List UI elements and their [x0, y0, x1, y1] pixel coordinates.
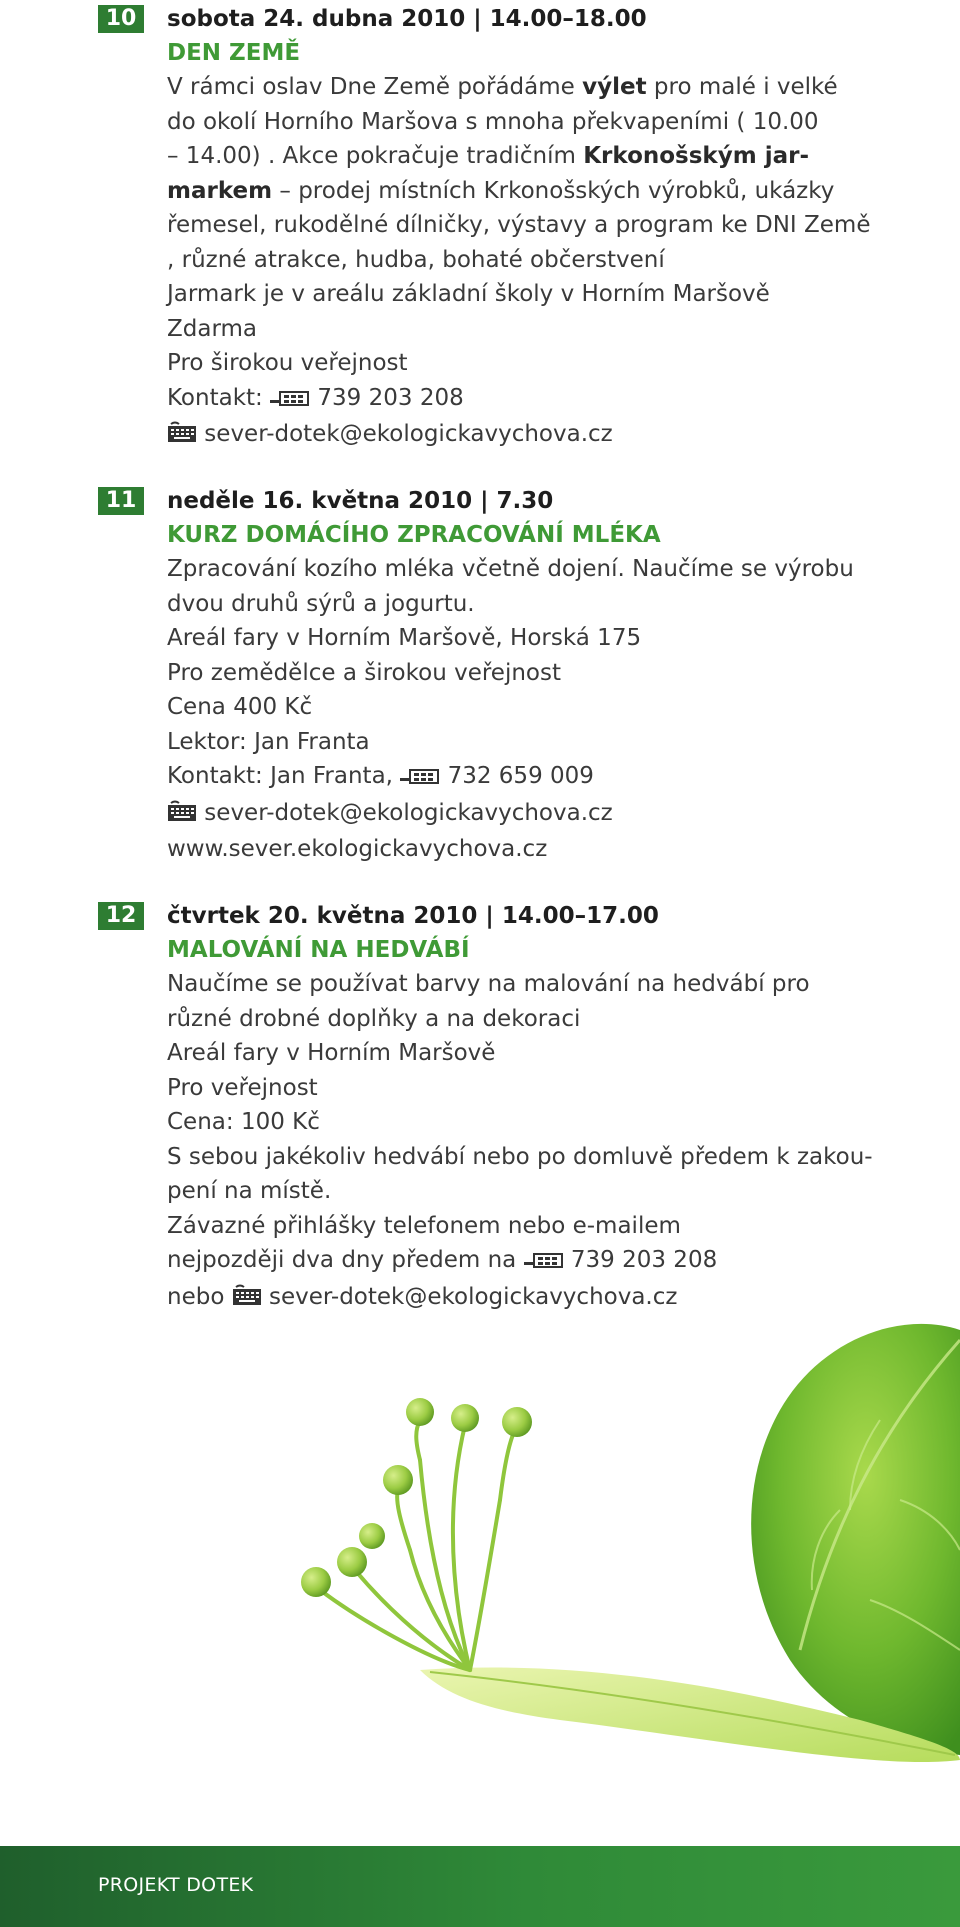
event-text-line: – 14.00) . Akce pokračuje tradičním Krkonošským jar-	[167, 143, 809, 169]
event-email: nebo sever-dotek@ekologickavychova.cz	[167, 1280, 867, 1317]
linden-leaf-illustration	[0, 1300, 960, 1846]
email-address[interactable]: sever-dotek@ekologickavychova.cz	[197, 799, 613, 826]
event-text-line: S sebou jakékoliv hedvábí nebo po domluvě předem k zakou-	[167, 1143, 873, 1170]
event-text-line: pení na místě.	[167, 1178, 332, 1204]
event-email	[167, 417, 867, 454]
event-number-badge: 11	[98, 487, 144, 515]
event-audience: Pro širokou veřejnost	[167, 350, 408, 376]
event-title: MALOVÁNÍ NA HEDVÁBÍ	[167, 937, 470, 963]
event-content	[167, 2, 871, 454]
event-lecturer: Lektor: Jan Franta	[167, 728, 370, 755]
phone-number[interactable]: 739 203 208	[310, 384, 464, 411]
keyboard-email-icon	[167, 419, 197, 454]
event-contact: nejpozději dva dny předem na 739 203 208	[167, 1243, 867, 1280]
event-text-line: markem – prodej místních Krkonošských výrobků, ukázky	[167, 177, 835, 204]
event-text-line: řemesel, rukodělné dílničky, výstavy a program ke DNI Země	[167, 212, 871, 238]
mobile-phone-icon	[400, 761, 440, 796]
event-venue: Jarmark je v areálu základní školy v Horním Maršově	[167, 281, 770, 307]
email-address[interactable]: sever-dotek@ekologickavychova.cz	[197, 421, 613, 447]
event-text-line: Naučíme se používat barvy na malování na hedvábí pro	[167, 971, 810, 997]
event-text-line: dvou druhů sýrů a jogurtu.	[167, 590, 475, 617]
event-text-line: Závazné přihlášky telefonem nebo e-mailem	[167, 1212, 681, 1239]
event-text-line: různé drobné doplňky a na dekoraci	[167, 1005, 581, 1032]
event-date: neděle 16. května 2010 | 7.30	[167, 488, 554, 514]
event-date: sobota 24. dubna 2010 | 14.00–18.00	[167, 6, 647, 32]
event-text-line: do okolí Horního Maršova s mnoha překvapeními ( 10.00	[167, 108, 819, 135]
footer-project-label: PROJEKT DOTEK	[98, 1874, 254, 1896]
event-text-line: V rámci oslav Dne Země pořádáme výlet pro malé i velké	[167, 74, 838, 100]
event-content	[167, 899, 873, 1316]
leaf-icon	[751, 1324, 960, 1755]
page-footer	[0, 1846, 960, 1927]
event-email	[167, 796, 867, 833]
event-audience: Pro veřejnost	[167, 1074, 318, 1101]
event-audience: Pro zemědělce a širokou veřejnost	[167, 659, 561, 686]
keyboard-email-icon	[167, 798, 197, 833]
phone-number[interactable]: 732 659 009	[440, 763, 594, 789]
event-number-badge: 12	[98, 902, 144, 930]
mobile-phone-icon	[270, 383, 310, 418]
event-contact: Kontakt: 739 203 208	[167, 381, 867, 418]
mobile-phone-icon	[524, 1245, 564, 1280]
event-venue: Areál fary v Horním Maršově, Horská 175	[167, 625, 642, 651]
event-venue: Areál fary v Horním Maršově	[167, 1040, 496, 1066]
email-address[interactable]: sever-dotek@ekologickavychova.cz	[261, 1283, 678, 1310]
event-text-line: , různé atrakce, hudba, bohaté občerstvení	[167, 246, 665, 273]
event-number-badge: 10	[98, 5, 144, 33]
event-content	[167, 484, 867, 867]
event-website-link[interactable]: www.sever.ekologickavychova.cz	[167, 836, 548, 862]
phone-number[interactable]: 739 203 208	[563, 1247, 718, 1273]
event-text-line: Zpracování kozího mléka včetně dojení. Naučíme se výrobu	[167, 556, 854, 582]
event-date: čtvrtek 20. května 2010 | 14.00–17.00	[167, 903, 659, 929]
event-price: Zdarma	[167, 315, 258, 342]
event-title: KURZ DOMÁCÍHO ZPRACOVÁNÍ MLÉKA	[167, 522, 661, 548]
event-price: Cena 400 Kč	[167, 694, 313, 720]
event-price: Cena: 100 Kč	[167, 1109, 320, 1135]
event-contact: Kontakt: Jan Franta, 732 659 009	[167, 759, 867, 796]
event-title: DEN ZEMĚ	[167, 40, 301, 66]
